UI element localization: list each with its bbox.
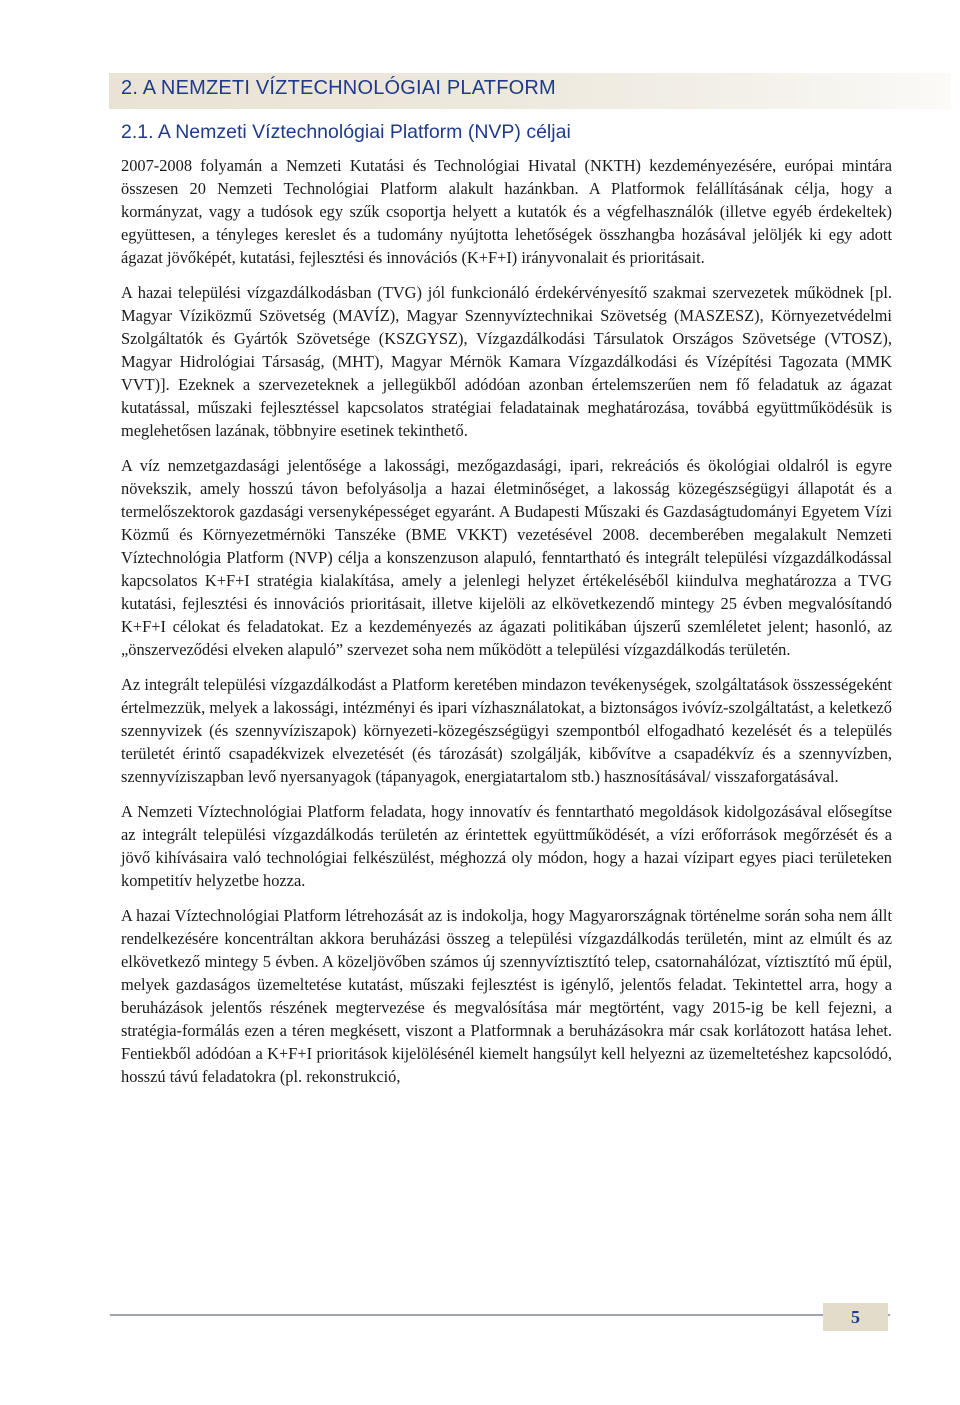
- paragraph-3: A víz nemzetgazdasági jelentősége a lakossági, mezőgazdasági, ipari, rekreációs és ökológiai oldalról is egyre növekszik, amely hosszú távon befolyásolja a hazai életminőséget, a lakosság közegészségügyi állapotát és a termelőszektorok gazdasági versenyképességet egyaránt. A Budapesti Műszaki és Gazdaságtudományi Egyetem Vízi Közmű és Környezetmérnöki Tanszéke (BME VKKT) vezetésével 2008. decemberében megalakult Nemzeti Víztechnológia Platform (NVP) célja a konszenzuson alapuló, fenntartható és integrált települési vízgazdálkodással kapcsolatos K+F+I stratégia kialakítása, amely a jelenlegi helyzet értékeléséből kiindulva meghatározza a TVG kutatási, fejlesztési és innovációs prioritásait, illetve kijelöli az elkövetkezendő mintegy 25 évben megvalósítandó K+F+I célokat és feladatokat. Ez a kezdeményezés az ágazati politikában újszerű szemléletet jelent; hasonló, az „önszerveződési elveken alapuló” szervezet soha nem működött a települési vízgazdálkodás területén.: [121, 456, 892, 659]
- paragraph-6: A hazai Víztechnológiai Platform létrehozását az is indokolja, hogy Magyarországnak történelme során soha nem állt rendelkezésére koncentráltan akkora beruházási összeg a települési vízgazdálkodás területén, mint az elmúlt és az elkövetkező mintegy 5 évben. A közeljövőben számos új szennyvíztisztító telep, csatornahálózat, víztisztító mű épül, melyek gazdaságos üzemeltetése kutatást, műszaki fejlesztést is igénylő, jelentős feladat. Tekintettel arra, hogy a beruházások jelentős részének megtervezése és megvalósítása már megtörtént, vagy 2015-ig be kell fejezni, a stratégia-formálás ezen a téren megkésett, viszont a Platformnak a beruházásokra már csak korlátozott hatása lehet. Fentiekből adódóan a K+F+I prioritások kijelölésénél kiemelt hangsúlyt kell helyezni az üzemeltetéshez kapcsolódó, hosszú távú feladatokra (pl. rekonstrukció,: [121, 906, 892, 1086]
- paragraph-2: A hazai települési vízgazdálkodásban (TVG) jól funkcionáló érdekérvényesítő szakmai szervezetek működnek [pl. Magyar Víziközmű Szövetség (MAVÍZ), Magyar Szennyvíztechnikai Szövetség (MASZESZ), Környezetvédelmi Szolgáltatók és Gyártók Szövetsége (KSZGYSZ), Vízgazdálkodási Társulatok Országos Szövetsége (VTOSZ), Magyar Hidrológiai Társaság, (MHT), Magyar Mérnök Kamara Vízgazdálkodási és Vízépítési Tagozata (MMK VVT)]. Ezeknek a szervezeteknek a jellegükből adódóan azonban értelemszerűen nem fő feladatuk az ágazat kutatással, műszaki fejlesztéssel kapcsolatos stratégiai feladatainak meghatározása, továbbá együttműködésük is meglehetősen lazának, többnyire esetinek tekinthető.: [121, 283, 892, 440]
- footer-divider: [110, 1314, 890, 1316]
- paragraph-5: A Nemzeti Víztechnológiai Platform feladata, hogy innovatív és fenntartható megoldások kidolgozásával elősegítse az integrált települési vízgazdálkodás területén az érintettek együttműködését, a vízi erőforrások megőrzését és a jövő kihívásaira való technológiai felkészülést, méghozzá oly módon, hogy a hazai vízipart egyes piaci területeken kompetitív helyzetbe hozza.: [121, 802, 892, 890]
- body-text: [121, 154, 892, 1100]
- paragraph-1: 2007-2008 folyamán a Nemzeti Kutatási és Technológiai Hivatal (NKTH) kezdeményezésére, európai mintára összesen 20 Nemzeti Technológiai Platform alakult hazánkban. A Platformok felállításának célja, hogy a kormányzat, vagy a tudósok egy szűk csoportja helyett a kutatók és a végfelhasználók (illetve egyéb érdekeltek) együttesen, a tényleges kereslet és a tudomány nyújtotta lehetőségek összhangba hozásával jelöljék ki egy adott ágazat jövőképét, kutatási, fejlesztési és innovációs (K+F+I) irányvonalait és prioritásait.: [121, 156, 892, 267]
- section-title: 2.1. A Nemzeti Víztechnológiai Platform (NVP) céljai: [121, 121, 571, 143]
- page-number: 5: [823, 1303, 888, 1331]
- chapter-title: 2. A NEMZETI VÍZTECHNOLÓGIAI PLATFORM: [121, 77, 556, 99]
- paragraph-4: Az integrált települési vízgazdálkodást a Platform keretében mindazon tevékenységek, szolgáltatások összességeként értelmezzük, melyek a lakossági, intézményi és ipari vízhasználatokat, a biztonságos ivóvíz-szolgáltatást, a keletkező szennyvizek (és szennyvíziszapok) környezeti-közegészségügyi szempontból elfogadható kezelését és a település területét érintő csapadékvizek elvezetését (és tározását) szolgálják, kibővítve a csapadékvíz és a szennyvízben, szennyvíziszapban levő nyersanyagok (tápanyagok, energiatartalom stb.) hasznosításával/ visszaforgatásával.: [121, 675, 892, 786]
